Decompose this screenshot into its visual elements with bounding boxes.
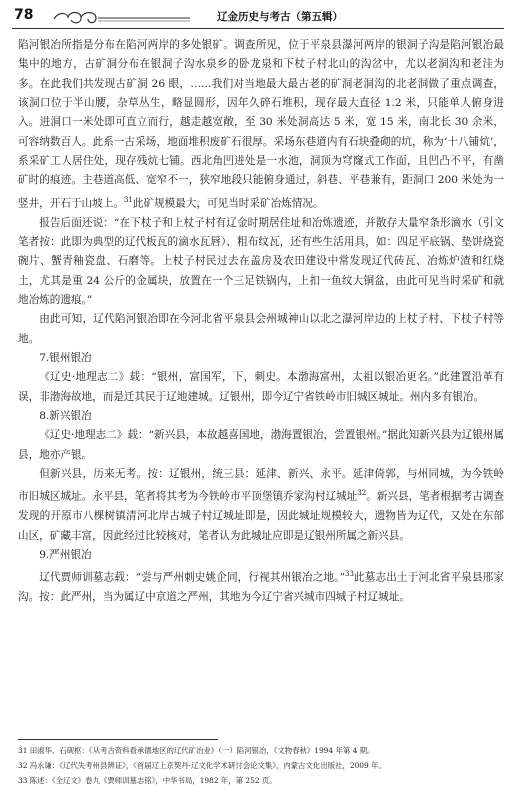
book-title: 辽金历史与考古（第五辑） <box>217 11 343 23</box>
paragraph: 《辽史·地理志二》载：“银州，富国军，下，刺史。本渤海富州，太祖以银冶更名。”此建置沿革有误，非渤海故地，而是迁其民于辽地建城。辽银州，即今辽宁省铁岭市旧城区城址。州内多有银冶。 <box>18 371 504 403</box>
footnote: 32 冯永谦：《辽代失考州县辨证》，《首届辽上京契丹·辽文化学术研讨会论文集》，内蒙古文化出版社，2009 年。 <box>18 761 386 770</box>
cloud-ornament-icon <box>52 6 192 28</box>
footnote-ref: 31 <box>123 195 133 204</box>
header-divider <box>12 28 504 29</box>
section-heading: 8.新兴银冶 <box>39 410 92 423</box>
footnote-ref: 33 <box>345 570 354 579</box>
paragraph: 辽代贾师训墓志载：“尝与严州刺史姚企同，行视其州银冶之地。”$^{33}$此墓志出土于河北省平泉县邢家沟。按：此严州，当为属辽中京道之严州，其地为今辽宁省兴城市四城子村辽城址。 <box>18 570 504 604</box>
footnote-ref: 32 <box>357 489 367 498</box>
section-heading: 9.严州银冶 <box>39 549 92 561</box>
paragraph: 《辽史·地理志二》载：“新兴县，本故越喜国地，渤海置银冶，尝置银州。”据此知新兴县为辽银州属县，地亦产银。 <box>18 429 504 461</box>
page-number: 78 <box>14 7 34 23</box>
paragraph: 报告后面还说：“在下杖子和上杖子村有辽金时期居住址和冶炼遗迹，并散存大量窄条形滴水（引文笔者按：此即为典型的辽代板瓦的滴水瓦唇）、粗布纹瓦，还有些生活用具，如：四足平底锅、垫饼烧瓷碗片、蟹青釉瓷盘、石磨等。上杖子村民过去在盖房及农田建设中常发现辽代砖瓦、冶炼炉渣和红烧土，尤其是重 24 公斤的金属块，放置在一个三足铁锅内，上扣一鱼纹大铜盆，由此可见当时采矿和就地冶炼的遗痕。” <box>18 216 504 306</box>
article-body <box>18 36 504 608</box>
footnote: 31 田淑华、石砚枢：《从考古资料看承德地区的辽代矿冶业》（一）陷河银冶，《文物春秋》1994 年第 4 期。 <box>18 746 375 755</box>
footnotes <box>18 743 504 788</box>
paragraph: 陷河银冶所指是分布在陷河两岸的多处银矿。调查所见，位于平泉县瀑河两岸的银洞子沟是陷河银冶最集中的地方，古矿洞分布在银洞子沟水泉乡的卧龙泉和下杖子村北山的沟岔中，尤以老洞沟和老洼为多。在此我们共发现古矿洞 26 眼，……我们对当地最大最古老的矿洞老洞沟的北老洞做了重点调查，该洞口位于半山腰，杂草丛生，略显圆形，因年久碎石堆积，现存最大直径 1.2 米，只能单人俯身进入。进洞口一米处即可直立而行，越走越宽敞，至 30 米处洞高达 5 米，宽 15 米，南北长 30 余米，可容纳数百人。此系一古采场，地面堆积废矿石很厚。采场东巷道内有石块叠砌的坑，称为‘十八铺炕’，系采矿工人居住处，现存残炕七铺。西北角凹进处是一水池，洞顶为穹窿式工作面，且凹凸不平，有凿矿时的痕迹。主巷道高低、宽窄不一，狭窄地段只能俯身通过，斜巷、平巷兼有，距洞口 200 米处为一竖井，开石于山坡上。$^{31}$此矿规模最大，可见当时采矿冶炼情况。 <box>18 39 504 210</box>
footnote-divider <box>18 739 218 740</box>
paragraph: 但新兴县，历来无考。按：辽银州，统三县：延津、新兴、永平。延津倚郭，与州同城，为今铁岭市旧城区城址。永平县，笔者将其考为今铁岭市平顶堡镇乔家沟村辽城址$^{32}$。新兴县，笔者根据考古调查发现的开原市八棵树镇清河北岸古城子村辽城址即是，因此城址规模较大，遗物皆为辽代，又处在东部山区，矿藏丰富，因此经过比较核对，笔者认为此城址应即是辽银州所属之新兴县。 <box>18 468 505 542</box>
footnote: 33 陈述：《全辽文》卷九《贾师训墓志铭》，中华书局，1982 年，第 252 页。 <box>18 776 277 785</box>
page-header <box>12 4 504 30</box>
section-heading: 7.银州银冶 <box>39 352 92 365</box>
paragraph: 由此可知，辽代陷河银冶即在今河北省平泉县会州城神山以北之瀑河岸边的上杖子村、下杖子村等地。 <box>18 313 504 345</box>
